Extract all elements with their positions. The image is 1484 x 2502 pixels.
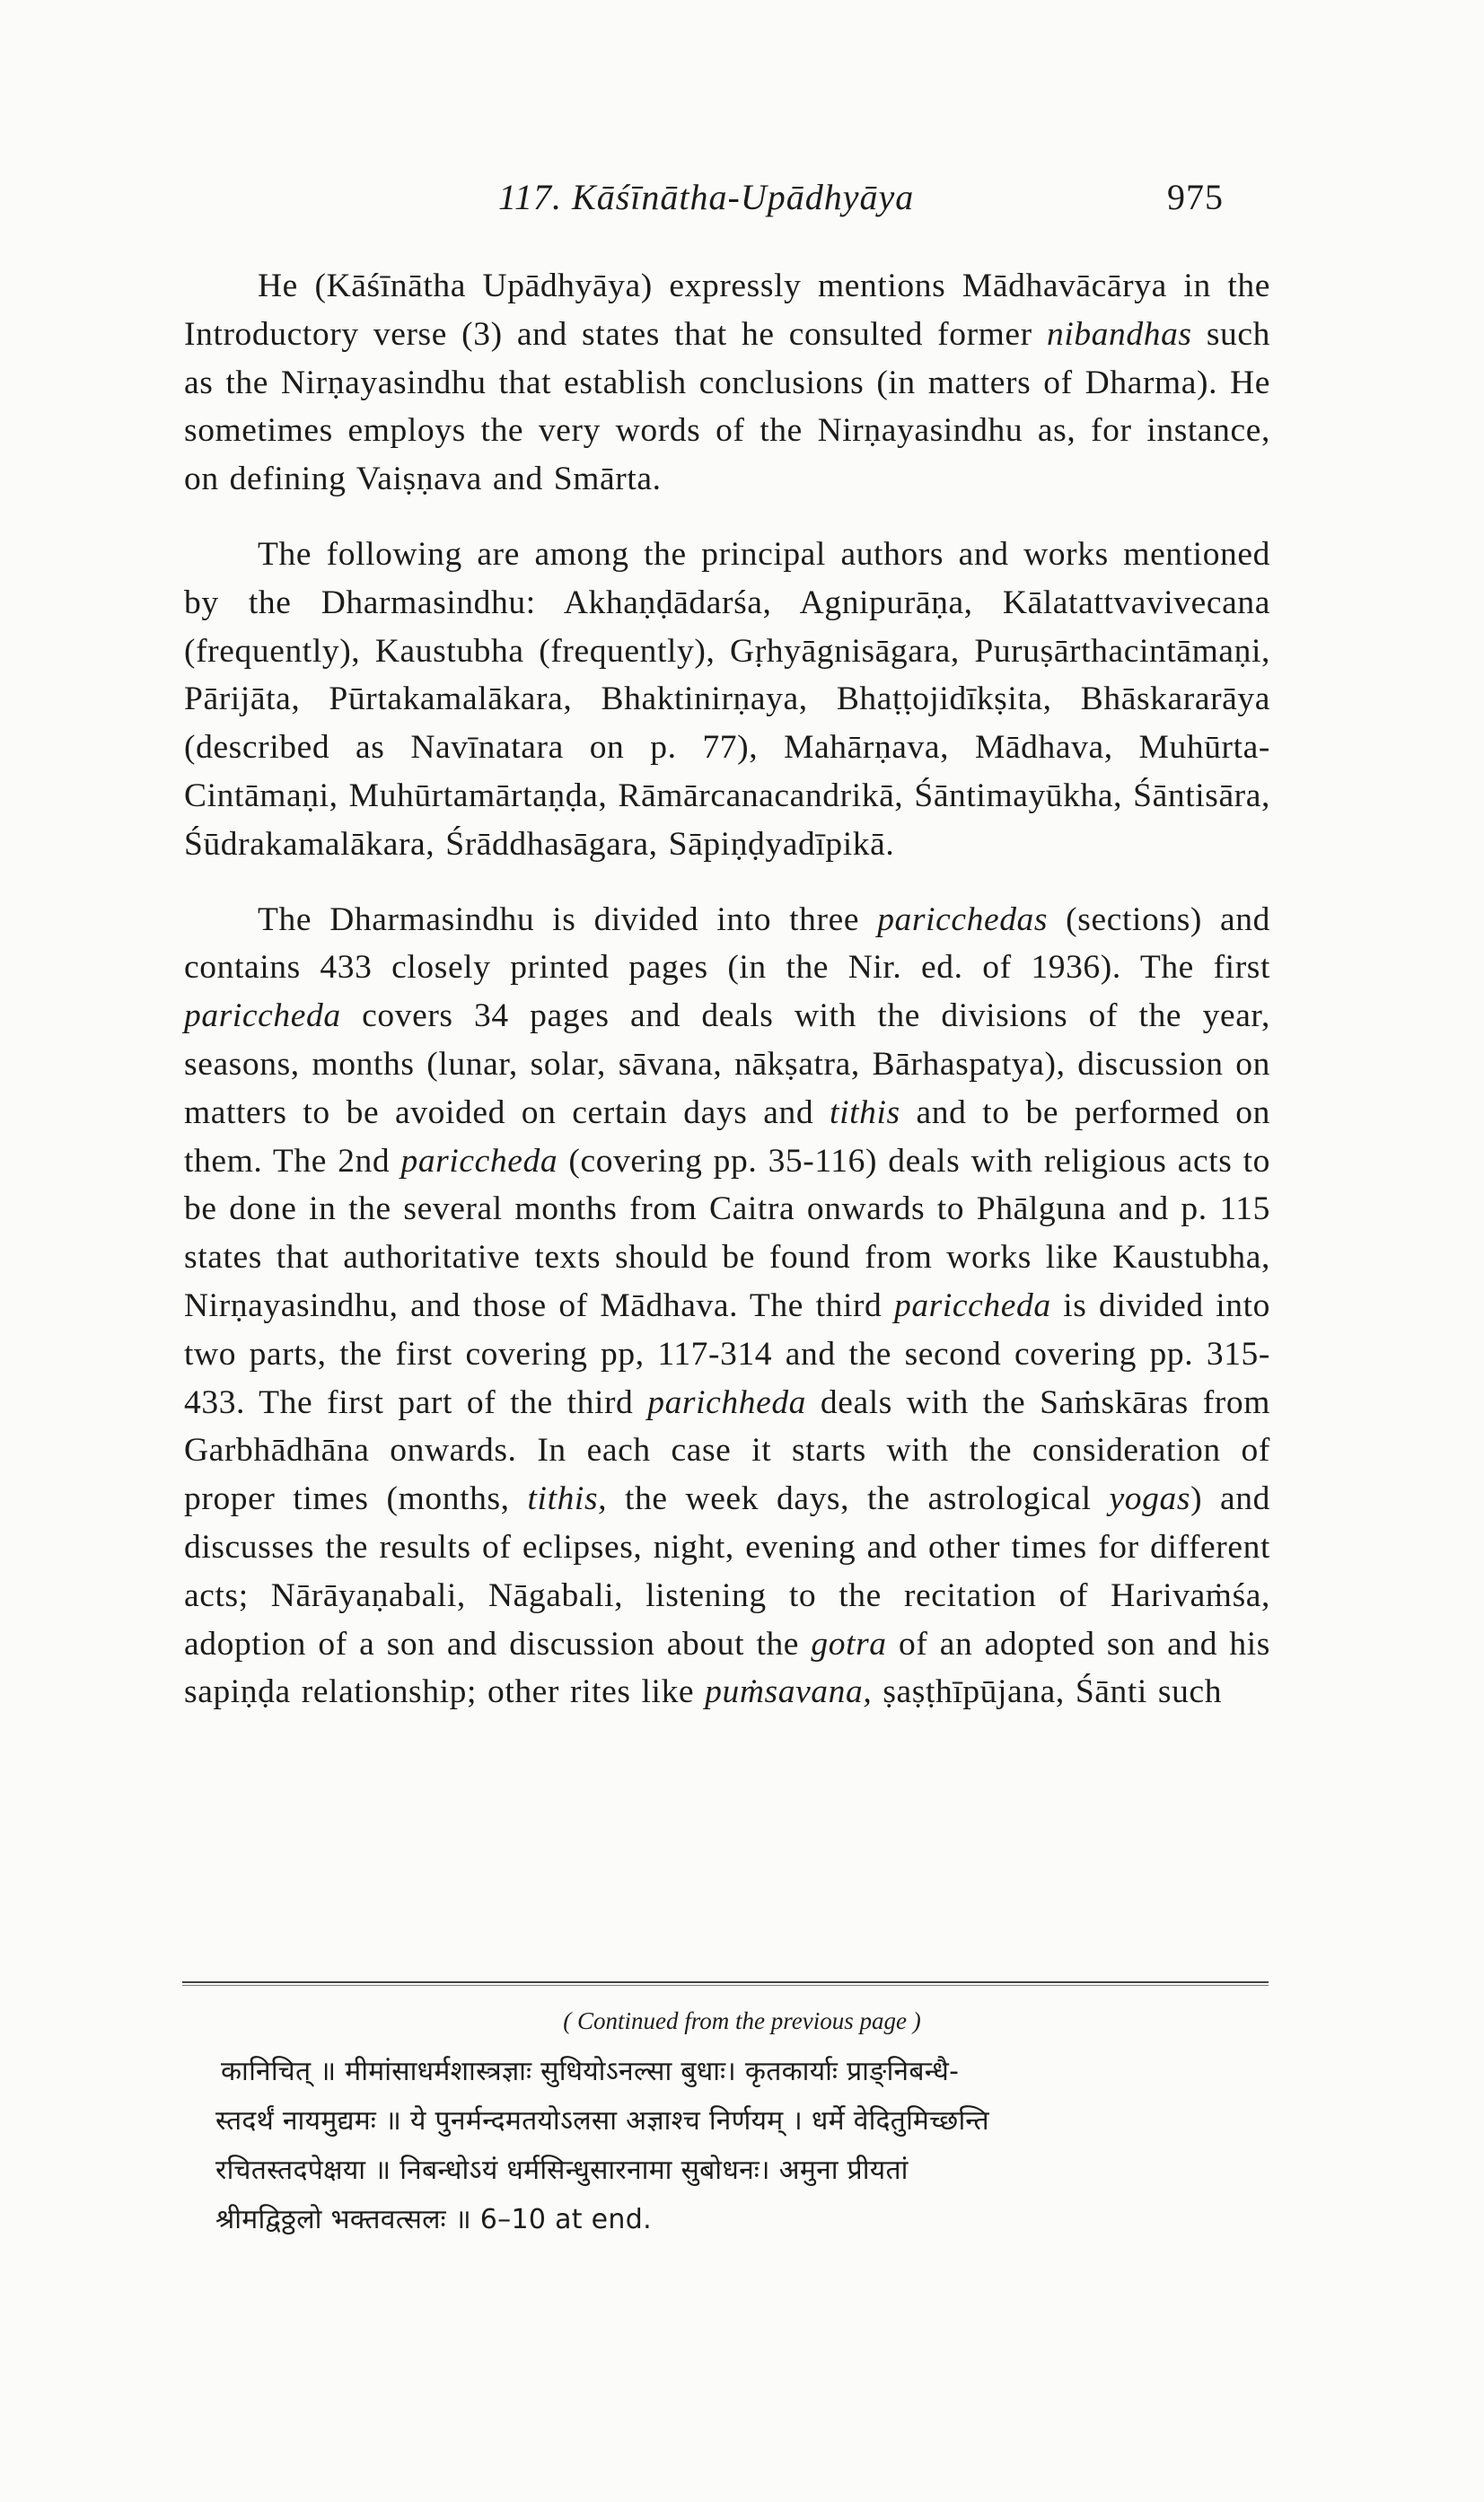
page-number: 975	[1167, 177, 1224, 217]
main-text	[184, 262, 1270, 1716]
italic-term: tithis	[830, 1093, 900, 1131]
text-run: (sections) and contains 433 closely printed pages (in the Nir. ed. of 1936). The first	[184, 900, 1271, 987]
footnote-line: रचितस्तदपेक्षया ॥ निबन्धोऽयं धर्मसिन्धुसारनामा सुबोधनः। अमुना प्रीयतां	[215, 2155, 909, 2186]
text-run: The following are among the principal authors and works mentioned by the Dharmasindhu: Akhaṇḍādarśa, Agnipurāṇa, Kālatattvavivecana (frequently), Kaustubha (frequently), Gṛhyāgnisāgara, Puruṣārthacintāmaṇi, Pārijāta, Pūrtakamalākara, Bhaktinirṇaya, Bhaṭṭojidīkṣita, Bhāskararāya (described as Navīnatara on p. 77), Mahārṇava, Mādhava, Muhūrta-Cintāmaṇi, Muhūrtamārtaṇḍa, Rāmārcanacandrikā, Śāntimayūkha, Śāntisāra, Śūdrakamalākara, Śrāddhasāgara, Sāpiṇḍyadīpikā.	[184, 535, 1270, 863]
footnote-line: कानिचित् ॥ मीमांसाधर्मशास्त्रज्ञाः सुधियोऽनल्सा बुधाः। कृतकार्याः प्राङ्निबन्धै-	[221, 2056, 960, 2087]
italic-term: pariccheda	[184, 997, 341, 1035]
text-run: He (Kāśīnātha Upādhyāya) expressly mentions Mādhavācārya in the Introductory verse (3) and states that he consulted former	[184, 268, 1270, 353]
italic-term: puṁsavana,	[705, 1673, 873, 1711]
paragraph-3	[184, 896, 1270, 1717]
footnote-heading: ( Continued from the previous page )	[563, 2007, 921, 2034]
italic-term: parichheda	[647, 1383, 807, 1421]
running-title: 117. Kāśīnātha-Upādhyāya	[498, 177, 915, 217]
text-run: the week days, the astrological	[607, 1480, 1110, 1518]
text-run: such as the Nirṇayasindhu that establish conclusions (in matters of Dharma). He sometimes employs the very words of the Nirṇayasindhu as, for instance, on defining Vaiṣṇava and Smārta.	[184, 315, 1270, 498]
italic-term: pariccheda	[400, 1142, 558, 1180]
text-run: ṣaṣṭhīpūjana, Śānti such	[872, 1673, 1223, 1711]
footnote-line: स्तदर्थं नायमुद्यमः ॥ ये पुनर्मन्दमतयोऽलसा अज्ञाश्च निर्णयम् । धर्मे वेदितुमिच्छन्ति	[215, 2105, 989, 2137]
text-run: deals with the Saṁskāras from Garbhādhāna onwards. In each case it starts with the consideration of proper times (months,	[184, 1383, 1270, 1518]
footnote-text	[215, 2047, 1275, 2244]
italic-term: nibandhas	[1046, 315, 1192, 353]
text-run: covers 34 pages and deals with the divisions of the year, seasons, months (lunar, solar, sāvana, nākṣatra, Bārhaspatya), discussion on matters to be avoided on certain days and	[184, 997, 1270, 1131]
footnote-line: श्रीमद्विठ्ठलो भक्तवत्सलः ॥ 6–10 at end.	[215, 2204, 652, 2235]
footnote-divider	[182, 1981, 1269, 1986]
text-run: ) and discusses the results of eclipses, night, evening and other times for different acts; Nārāyaṇabali, Nāgabali, listening to the recitation of Harivaṁśa, adoption of a son and discussion about the	[184, 1480, 1270, 1663]
running-header	[0, 176, 1484, 230]
text-run: is divided into two parts, the first covering pp, 117-314 and the second covering pp. 315-433. The first part of the third	[184, 1286, 1270, 1421]
text-run: and to be performed on them. The 2nd	[184, 1093, 1270, 1180]
paragraph-1	[184, 262, 1270, 504]
italic-term: tithis,	[527, 1480, 608, 1518]
text-run: (covering pp. 35-116) deals with religious acts to be done in the several months from Caitra onwards to Phālguna and p. 115 states that authoritative texts should be found from works like Kaustubha, Nirṇayasindhu, and those of Mādhava. The third	[184, 1142, 1270, 1324]
italic-term: pariccheda	[893, 1286, 1051, 1324]
text-run: of an adopted son and his sapiṇḍa relationship; other rites like	[184, 1625, 1270, 1711]
paragraph-2	[184, 531, 1270, 869]
italic-term: paricchedas	[877, 900, 1049, 938]
text-run: The Dharmasindhu is divided into three	[258, 900, 878, 938]
italic-term: gotra	[811, 1625, 887, 1663]
italic-term: yogas	[1109, 1480, 1191, 1518]
